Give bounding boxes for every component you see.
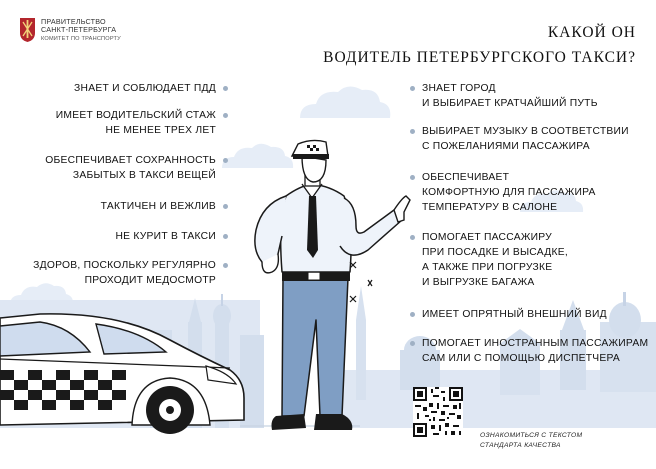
list-item: НЕ КУРИТ В ТАКСИ bbox=[115, 229, 216, 244]
title-line1: КАКОЙ ОН bbox=[547, 24, 636, 41]
list-item: ПОМОГАЕТ ИНОСТРАННЫМ ПАССАЖИРАМ САМ ИЛИ С ПОМОЩЬЮ ДИСПЕТЧЕРА bbox=[422, 336, 648, 366]
org-logo bbox=[20, 18, 121, 43]
list-item: ПОМОГАЕТ ПАССАЖИРУ ПРИ ПОСАДКЕ И ВЫСАДКЕ, А ТАКЖЕ ПРИ ПОГРУЗКЕ И ВЫГРУЗКЕ БАГАЖА bbox=[422, 230, 568, 290]
bullet-dot bbox=[223, 86, 228, 91]
title-line2: ВОДИТЕЛЬ ПЕТЕРБУРГСКОГО ТАКСИ? bbox=[323, 49, 636, 66]
bullet-dot bbox=[410, 129, 415, 134]
page-title bbox=[323, 20, 636, 70]
list-item: ЗДОРОВ, ПОСКОЛЬКУ РЕГУЛЯРНО ПРОХОДИТ МЕДОСМОТР bbox=[33, 258, 216, 288]
bullet-dot bbox=[410, 175, 415, 180]
coat-of-arms-icon bbox=[20, 18, 35, 42]
list-item: ОБЕСПЕЧИВАЕТ КОМФОРТНУЮ ДЛЯ ПАССАЖИРА ТЕМПЕРАТУРУ В САЛОНЕ bbox=[422, 170, 596, 215]
org-name-line2: САНКТ-ПЕТЕРБУРГА bbox=[41, 25, 117, 35]
bullet-dot bbox=[410, 312, 415, 317]
bullet-dot bbox=[223, 158, 228, 163]
list-item: ЗНАЕТ И СОБЛЮДАЕТ ПДД bbox=[74, 81, 216, 96]
qr-caption: ОЗНАКОМИТЬСЯ С ТЕКСТОМ СТАНДАРТА КАЧЕСТВА bbox=[480, 432, 583, 449]
list-item: ЗНАЕТ ГОРОД И ВЫБИРАЕТ КРАТЧАЙШИЙ ПУТЬ bbox=[422, 81, 598, 111]
org-name-line1: ПРАВИТЕЛЬСТВО bbox=[41, 17, 106, 26]
list-item: ТАКТИЧЕН И ВЕЖЛИВ bbox=[101, 199, 216, 214]
list-item: ВЫБИРАЕТ МУЗЫКУ В СООТВЕТСТВИИ С ПОЖЕЛАНИЯМИ ПАССАЖИРА bbox=[422, 124, 629, 154]
bullet-dot bbox=[410, 235, 415, 240]
list-item: ОБЕСПЕЧИВАЕТ СОХРАННОСТЬ ЗАБЫТЫХ В ТАКСИ ВЕЩЕЙ bbox=[45, 153, 216, 183]
list-item: ИМЕЕТ ОПРЯТНЫЙ ВНЕШНИЙ ВИД bbox=[422, 307, 607, 322]
bullet-dot bbox=[410, 341, 415, 346]
bullet-dot bbox=[223, 234, 228, 239]
list-item: ИМЕЕТ ВОДИТЕЛЬСКИЙ СТАЖ НЕ МЕНЕЕ ТРЕХ ЛЕТ bbox=[56, 108, 216, 138]
bullet-dot bbox=[410, 86, 415, 91]
qr-code[interactable] bbox=[413, 387, 463, 437]
cloud bbox=[222, 144, 293, 168]
bullet-dot bbox=[223, 204, 228, 209]
bullet-dot bbox=[223, 113, 228, 118]
bullet-dot bbox=[223, 263, 228, 268]
org-committee: КОМИТЕТ ПО ТРАНСПОРТУ bbox=[41, 35, 121, 42]
cloud bbox=[300, 86, 390, 118]
